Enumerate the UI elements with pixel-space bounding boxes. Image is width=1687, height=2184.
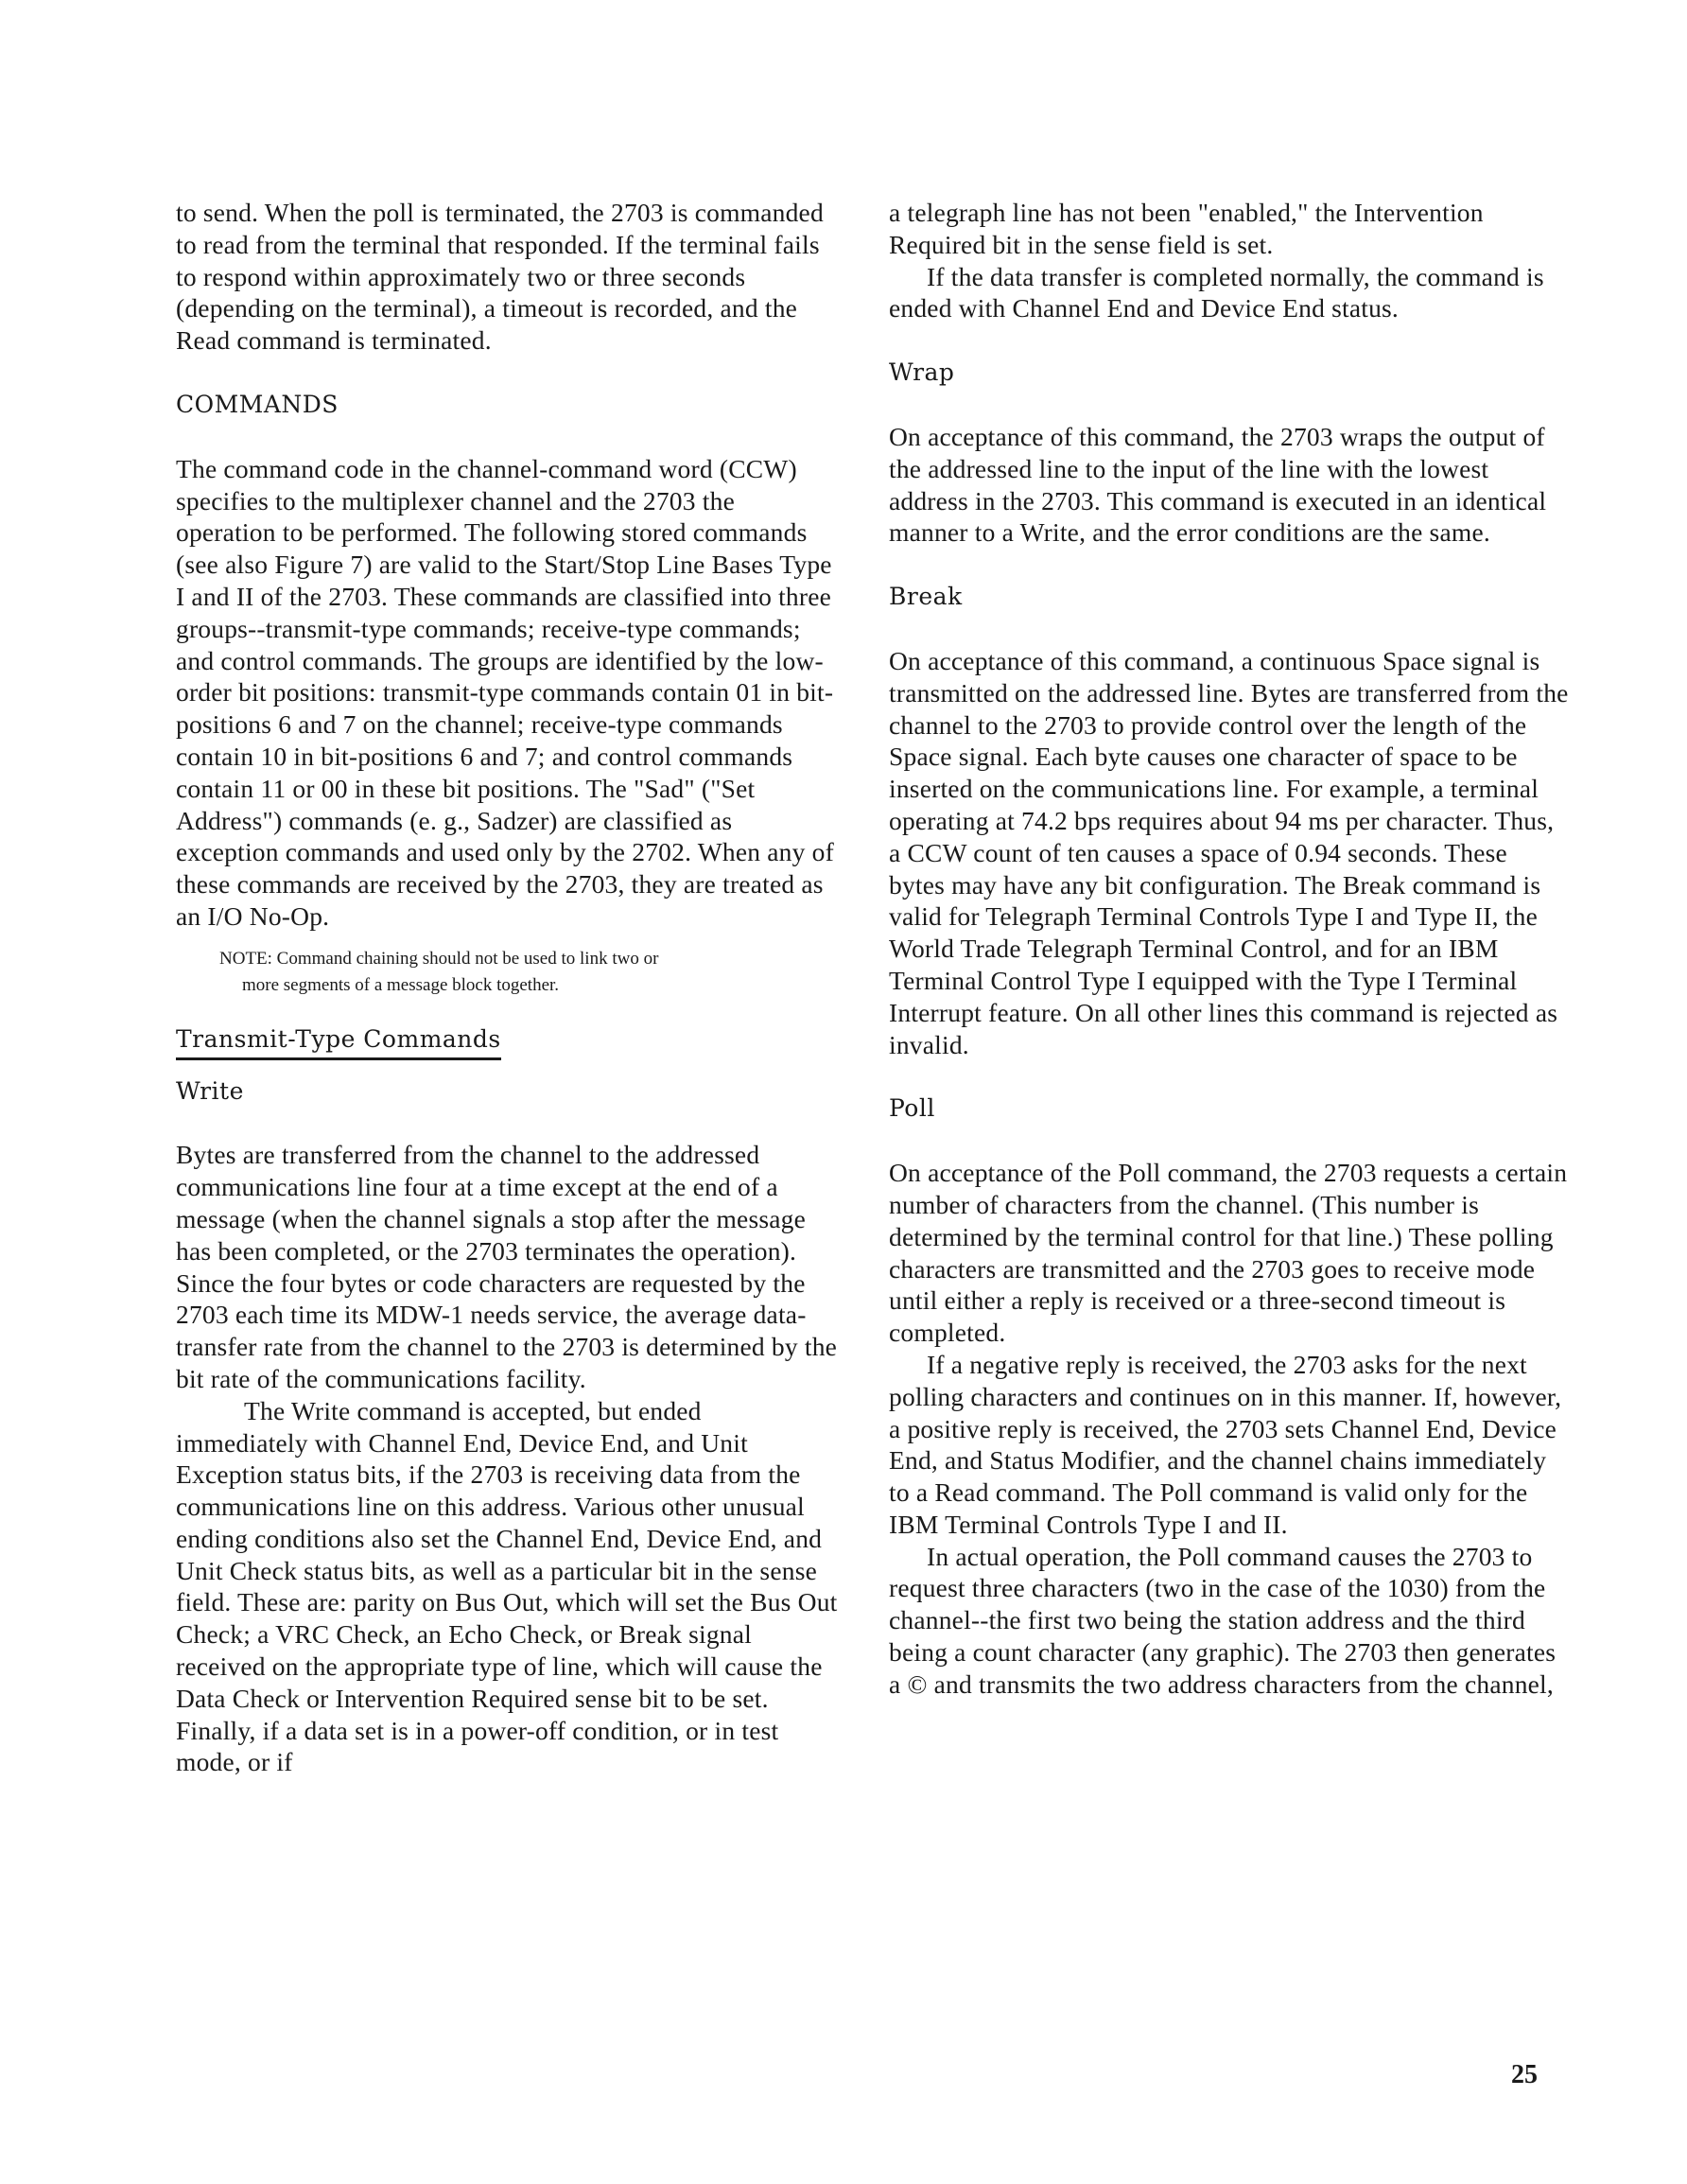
subsection-heading-transmit-type [176, 1023, 838, 1060]
note-command-chaining [219, 946, 838, 999]
command-heading-write: Write [176, 1076, 244, 1105]
paragraph-poll-termination: to send. When the poll is terminated, the 2703 is commanded to read from the terminal that responded. If the terminal fails to respond within approximately two or three seconds (depending on the terminal), a timeout is recorded, and the Read command is terminated. [176, 198, 824, 356]
right-column [889, 197, 1570, 1701]
left-column [176, 197, 838, 1778]
transmit-type-heading-text: Transmit-Type Commands [176, 1023, 501, 1060]
section-heading-commands: COMMANDS [176, 390, 339, 418]
paragraph-transfer-complete: If the data transfer is completed normally, the command is ended with Channel End and Device End status. [889, 261, 1544, 323]
paragraph-poll-actual-operation: In actual operation, the Poll command causes the 2703 to request three characters (two in the case of the 1030) from the channel--the first two being the station address and the third being a count character (any graphic). The 2703 then generates a © and transmits the two address characters from the channel, [889, 1541, 1557, 1699]
note-line-2: more segments of a message block together. [242, 974, 560, 995]
paragraph-write-accepted: The Write command is accepted, but ended immediately with Channel End, Device End, and Unit Exception status bits, if the 2703 is receiving data from the communications line on this address. Various other unusual ending conditions also set the Channel End, Device End, and Unit Check status bits, as well as a particular bit in the sense field. These are: parity on Bus Out, which will set the Bus Out Check; a VRC Check, an Echo Check, or Break signal received on the appropriate type of line, which will cause the Data Check or Intervention Required sense bit to be set. Finally, if a data set is in a power-off condition, or in test mode, or if [176, 1395, 838, 1777]
command-heading-break: Break [889, 583, 963, 611]
paragraph-command-code: The command code in the channel-command word (CCW) specifies to the multiplexer channel and the 2703 the operation to be performed. The following stored commands (see also Figure 7) are valid to the Start/Stop Line Bases Type I and II of the 2703. These commands are classified into three groups--transmit-type commands; receive-type commands; and control commands. The groups are identified by the low-order bit positions: transmit-type commands contain 01 in bit-positions 6 and 7 on the channel; receive-type commands contain 10 in bit-positions 6 and 7; and control commands contain 11 or 00 in these bit positions. The "Sad" ("Set Address") commands (e. g., Sadzer) are classified as exception commands and used only by the 2702. When any of these commands are received by the 2703, they are treated as an I/O No-Op. [176, 453, 834, 931]
command-heading-poll: Poll [889, 1094, 935, 1123]
paragraph-wrap: On acceptance of this command, the 2703 wraps the output of the addressed line to the input of the line with the lowest address in the 2703. This command is executed in an identical manner to a Write, and the error conditions are the same. [889, 421, 1547, 548]
paragraph-write-bytes: Bytes are transferred from the channel to the addressed communications line four at a time except at the end of a message (when the channel signals a stop after the message has been completed, or the 2703 terminates the operation). Since the four bytes or code characters are requested by the 2703 each time its MDW-1 needs service, the average data-transfer rate from the channel to the 2703 is determined by the bit rate of the communications facility. [176, 1140, 838, 1393]
paragraph-telegraph-line: a telegraph line has not been "enabled," the Intervention Required bit in the sense field is set. [889, 198, 1484, 259]
note-line-1: NOTE: Command chaining should not be used to link two or [219, 948, 659, 969]
paragraph-break: On acceptance of this command, a continuous Space signal is transmitted on the addressed line. Bytes are transferred from the channel to the 2703 to provide control over the length of the Space signal. Each byte causes one character of space to be inserted on the communications line. For example, a terminal operating at 74.2 bps requires about 94 ms per character. Thus, a CCW count of ten causes a space of 0.94 seconds. These bytes may have any bit configuration. The Break command is valid for Telegraph Terminal Controls Type I and Type II, the World Trade Telegraph Terminal Control, and for an IBM Terminal Control Type I equipped with the Type I Terminal Interrupt feature. On all other lines this command is rejected as invalid. [889, 645, 1569, 1059]
paragraph-poll-negative-reply: If a negative reply is received, the 2703 asks for the next polling characters and continues on in this manner. If, however, a positive reply is received, the 2703 sets Channel End, Device End, and Status Modifier, and the channel chains immediately to a Read command. The Poll command is valid only for the IBM Terminal Controls Type I and II. [889, 1349, 1562, 1539]
command-heading-wrap: Wrap [889, 358, 955, 387]
paragraph-poll-acceptance: On acceptance of the Poll command, the 2703 requests a certain number of characters from the channel. (This number is determined by the terminal control for that line.) These polling characters are transmitted and the 2703 goes to receive mode until either a reply is received or a three-second timeout is completed. [889, 1158, 1568, 1348]
page-number: 25 [1511, 2060, 1538, 2089]
